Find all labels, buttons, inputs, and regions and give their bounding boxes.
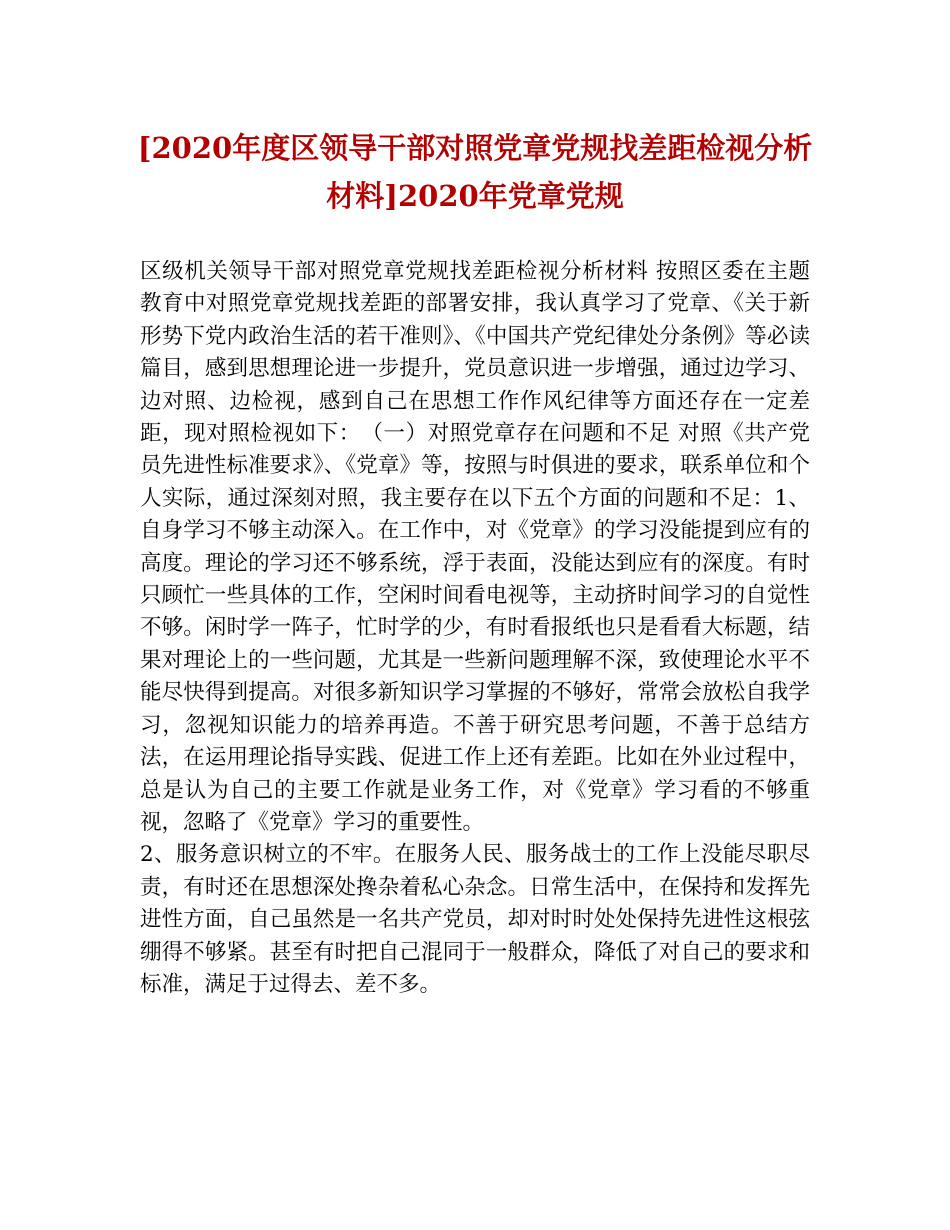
body-paragraph-2: 2、服务意识树立的不牢。在服务人民、服务战士的工作上没能尽职尽责，有时还在思想深处搀杂着私心杂念。日常生活中，在保持和发挥先进性方面，自己虽然是一名共产党员，却对时时处处保持先进性这根弦绷得不够紧。甚至有时把自己混同于一般群众，降低了对自己的要求和标准，满足于过得去、差不多。 bbox=[140, 842, 810, 997]
body-paragraph-1: 区级机关领导干部对照党章党规找差距检视分析材料 按照区委在主题教育中对照党章党规找差距的部署安排，我认真学习了党章、《关于新形势下党内政治生活的若干准则》、《中国共产党纪律处分条例》等必读篇目，感到思想理论进一步提升，党员意识进一步增强，通过边学习、边对照、边检视，感到自己在思想工作作风纪律等方面还存在一定差距，现对照检视如下： （一）对照党章存在问题和不足 对照《共产党员先进性标准要求》、《党章》等，按照与时俱进的要求，联系单位和个人实际，通过深刻对照，我主要存在以下五个方面的问题和不足：1、自身学习不够主动深入。在工作中，对《党章》的学习没能提到应有的高度。理论的学习还不够系统，浮于表面，没能达到应有的深度。有时只顾忙一些具体的工作，空闲时间看电视等，主动挤时间学习的自觉性不够。闲时学一阵子，忙时学的少，有时看报纸也只是看看大标题，结果对理论上的一些问题，尤其是一些新问题理解不深，致使理论水平不能尽快得到提高。对很多新知识学习掌握的不够好，常常会放松自我学习，忽视知识能力的培养再造。不善于研究思考问题，不善于总结方法，在运用理论指导实践、促进工作上还有差距。比如在外业过程中，总是认为自己的主要工作就是业务工作，对《党章》学习看的不够重视，忽略了《党章》学习的重要性。 bbox=[140, 259, 810, 835]
title-line-2: 材料]2020年党章党规 bbox=[326, 179, 624, 213]
document-body bbox=[140, 256, 810, 1001]
document-title bbox=[110, 124, 840, 220]
title-line-1: [2020年度区领导干部对照党章党规找差距检视分析 bbox=[137, 131, 813, 165]
